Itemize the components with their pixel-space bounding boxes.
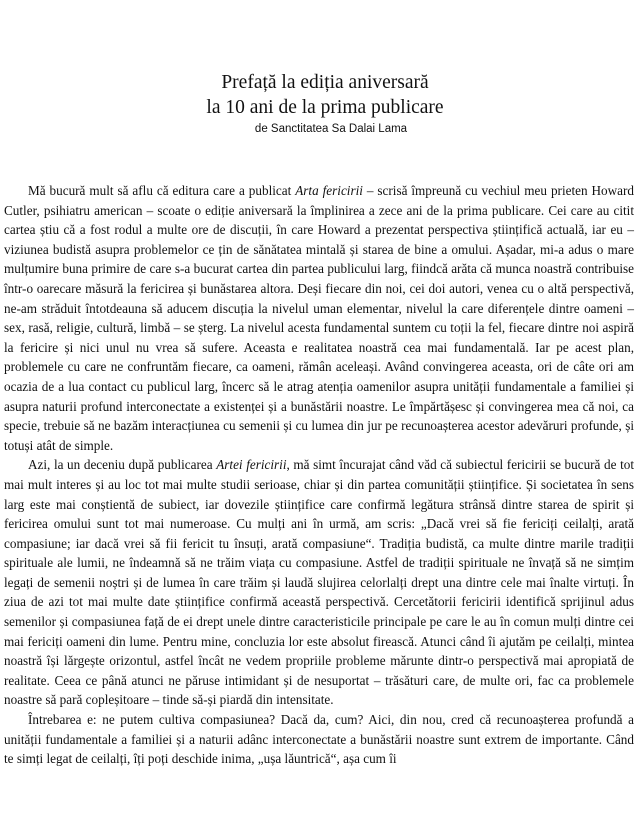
title-line-1: Prefață la ediția aniversară — [221, 72, 429, 93]
paragraph-text: Mă bucură mult să aflu că editura care a publicat — [28, 183, 296, 198]
paragraph-2 — [4, 455, 634, 710]
body-text — [4, 181, 634, 769]
title-line-2: la 10 ani de la prima publicare — [206, 97, 444, 118]
paragraph-text: , mă simt încurajat când văd că subiectul fericirii se bucură de tot mai mult interes și au loc tot mai multe studii serioase, chiar și din partea comunității științifice. Și societatea în sens larg este mai conștientă de subiect, iar dovezile științifice care confirmă legătura strânsă dintre starea de spirit și fericirea omului sunt tot mai numeroase. Cu mulți ani în urmă, am scris: „Dacă vrei să fie fericiți ceilalți, arată compasiune; iar dacă vrei să fii fericit tu însuți, arată compasiune“. Tradiția budistă, ca multe dintre marile tradiții spirituale ale lumii, ne îndeamnă să ne trăim viața cu compasiune. Astfel de tradiții spirituale ne învață să ne simțim legați de semenii noștri și de lumea în care trăim și laudă slujirea celorlalți drept una dintre cele mai înalte virtuți. În ziua de azi tot mai multe date științifice confirmă această perspectivă. Cercetătorii fericirii identifică sprijinul adus semenilor și compasiunea față de ei drept unele dintre caracteristicile principale pe care le au în comun mulți dintre cei mai fericiți oameni din lume. Pentru mine, concluzia lor este absolut firească. Atunci când îi ajutăm pe ceilalți, mintea noastră își lărgește orizontul, astfel încât ne vedem propriile probleme mărunte dintr-o perspectivă mai apropiată de realitate. Ceea ce până atunci ne păruse intimidant și de nesuportat – trăsături care, de multe ori, fac ca problemele noastre să pară copleșitoare – tinde să-și piardă din intensitate. — [4, 457, 634, 708]
title-block — [0, 70, 638, 137]
paragraph-1 — [4, 181, 634, 455]
paragraph-text: Întrebarea e: ne putem cultiva compasiunea? Dacă da, cum? Aici, din nou, cred că recunoașterea profundă a unității fundamentale a familiei și a naturii adânc interconectate a bunăstării noastre sunt extrem de importante. Când te simți legat de ceilalți, îți poți deschide inima, „ușa lăuntrică“, așa cum îi — [4, 712, 634, 767]
paragraph-3 — [4, 710, 634, 769]
paragraph-text: Azi, la un deceniu după publicarea — [28, 457, 217, 473]
paragraph-text: – scrisă împreună cu vechiul meu prieten Howard Cutler, psihiatru american – scoate o ediție aniversară la împlinirea a zece ani de la prima publicare. Cei care au citit cartea știu că a fost rodul a multe ore de discuții, în care Howard a prezentat perspectiva științifică actuală, iar eu – viziunea budistă asupra problemelor ce țin de sănătatea mintală și starea de bine a omului. Așadar, mi-a adus o mare mulțumire buna primire de care s-a bucurat cartea din partea publicului larg, fiindcă arăta că munca noastră contribuise într-o oarecare măsură la fericirea și bunăstarea altora. Deși fiecare din noi, cei doi autori, venea cu o altă perspectivă, ne-am străduit întotdeauna să aducem discuția la nivelul uman elementar, nivelul la care diferențele dintre oameni – sex, rasă, religie, cultură, limbă – se șterg. La nivelul acesta fundamental suntem cu toții la fel, fiecare dintre noi aspiră la fericire și nici unul nu vrea să sufere. Aceasta e realitatea noastră cea mai fundamentală. Iar pe acest plan, problemele cu care ne confruntăm fiecare, ca oameni, rămân aceleași. Având convingerea aceasta, ori de câte ori am ocazia de a lua contact cu publicul larg, încerc să le atrag atenția oamenilor asupra unității fundamentale a familiei și asupra naturii profund interconectate a existenței și a bunăstării noastre. Le împărtășesc și convingerea mea că noi, ca specie, trebuie să ne bazăm interacțiunea cu semenii și cu lumea din jur pe recunoașterea acestor adevăruri profunde, și totuși atât de simple. — [4, 183, 634, 453]
book-title-italic: Artei fericirii — [216, 457, 287, 473]
book-title-italic: Arta fericirii — [295, 183, 363, 198]
byline: de Sanctitatea Sa Dalai Lama — [254, 123, 408, 135]
